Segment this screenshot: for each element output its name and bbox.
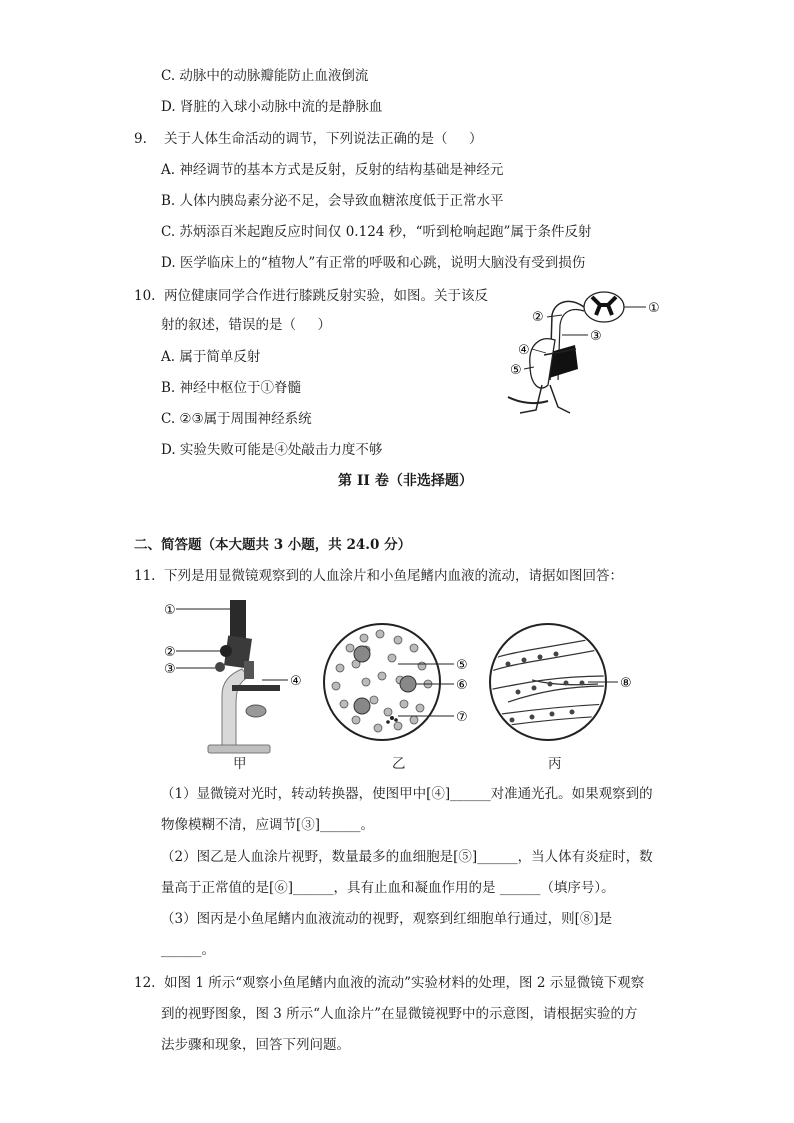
smear-label-7: ⑦ xyxy=(456,710,468,725)
q10-option-c: C. ②③属于周围神经系统 xyxy=(161,411,312,427)
part2-title: 第 II 卷（非选择题） xyxy=(338,473,473,489)
q12-stem-line2: 到的视野图象，图 3 所示“人血涂片”在显微镜视野中的示意图，请根据实验的方 xyxy=(161,1006,638,1022)
q12-stem-line1: 12. 如图 1 所示“观察小鱼尾鳍内血液的流动”实验材料的处理，图 2 示显微镜下观察 xyxy=(134,975,645,991)
scope-label-1: ① xyxy=(164,603,176,618)
q8-option-c: C. 动脉中的动脉瓣能防止血液倒流 xyxy=(161,68,369,84)
knee-shape xyxy=(530,339,555,388)
q12-stem-line3: 法步骤和现象，回答下列问题。 xyxy=(161,1037,350,1053)
q10-stem-line1: 10. 两位健康同学合作进行膝跳反射实验，如图。关于该反 xyxy=(134,288,489,304)
q11-part1-line1: （1）显微镜对光时，转动转换器，使图甲中[④]______对准通光孔。如果观察到的 xyxy=(161,786,653,802)
q11-part2-line2: 量高于正常值的是[⑥]______，具有止血和凝血作用的是 ______（填序号）。 xyxy=(161,880,615,896)
q11-stem: 11. 下列是用显微镜观察到的人血涂片和小鱼尾鳍内血液的流动，请据如图回答： xyxy=(134,568,624,584)
smear-label-5: ⑤ xyxy=(456,658,468,673)
fig-label-1: ① xyxy=(648,301,660,316)
q9-option-a: A. 神经调节的基本方式是反射，反射的结构基础是神经元 xyxy=(161,162,504,178)
fin-label-8: ⑧ xyxy=(620,676,632,691)
scope-label-3: ③ xyxy=(164,662,176,677)
caption-jia: 甲 xyxy=(233,756,247,772)
fig-label-3: ③ xyxy=(590,329,602,344)
fish-fin-figure xyxy=(488,620,643,750)
q10-option-a: A. 属于简单反射 xyxy=(161,349,261,365)
scope-label-2: ② xyxy=(164,645,176,660)
stage xyxy=(232,685,280,691)
objective-lens xyxy=(244,661,254,679)
q10-stem-line2: 射的叙述，错误的是（ ） xyxy=(161,317,331,333)
blood-smear-figure xyxy=(322,620,482,750)
q11-part1-line2: 物像模糊不清，应调节[③]______。 xyxy=(161,817,375,833)
microscope-figure xyxy=(160,595,310,760)
q11-part3-line2: ______。 xyxy=(161,942,215,958)
scope-label-4: ④ xyxy=(290,674,302,689)
fig-label-4: ④ xyxy=(518,343,530,358)
knee-reflex-figure xyxy=(500,285,670,425)
q10-option-b: B. 神经中枢位于①脊髓 xyxy=(161,380,302,396)
fig-label-2: ② xyxy=(532,310,544,325)
q9-stem: 9. 关于人体生命活动的调节，下列说法正确的是（ ） xyxy=(134,131,483,147)
q10-option-d: D. 实验失败可能是④处敲击力度不够 xyxy=(161,442,383,458)
fig-label-5: ⑤ xyxy=(510,363,522,378)
fine-adjust-knob xyxy=(215,662,225,672)
smear-label-6: ⑥ xyxy=(456,678,468,693)
q11-part3-line1: （3）图丙是小鱼尾鳍内血液流动的视野，观察到红细胞单行通过，则[⑧]是 xyxy=(161,911,613,927)
lower-leg-shape xyxy=(520,385,570,413)
q9-option-c: C. 苏炳添百米起跑反应时间仅 0.124 秒，“听到枪响起跑”属于条件反射 xyxy=(161,224,592,240)
mirror xyxy=(246,705,266,717)
eyepiece xyxy=(230,600,246,640)
caption-yi: 乙 xyxy=(392,756,406,772)
q9-option-b: B. 人体内胰岛素分泌不足，会导致血糖浓度低于正常水平 xyxy=(161,193,504,209)
microscope-arm xyxy=(222,669,248,745)
q9-option-d: D. 医学临床上的“植物人”有正常的呼吸和心跳，说明大脑没有受到损伤 xyxy=(161,255,586,271)
q8-option-d: D. 肾脏的入球小动脉中流的是静脉血 xyxy=(161,99,383,115)
q11-part2-line1: （2）图乙是人血涂片视野，数量最多的血细胞是[⑤]______，当人体有炎症时，数 xyxy=(161,849,653,865)
coarse-adjust-knob xyxy=(220,645,232,657)
foot-shape xyxy=(508,397,548,403)
section2-header: 二、简答题（本大题共 3 小题，共 24.0 分） xyxy=(134,537,412,553)
smear-field-circle xyxy=(324,624,440,740)
caption-bing: 丙 xyxy=(548,756,562,772)
